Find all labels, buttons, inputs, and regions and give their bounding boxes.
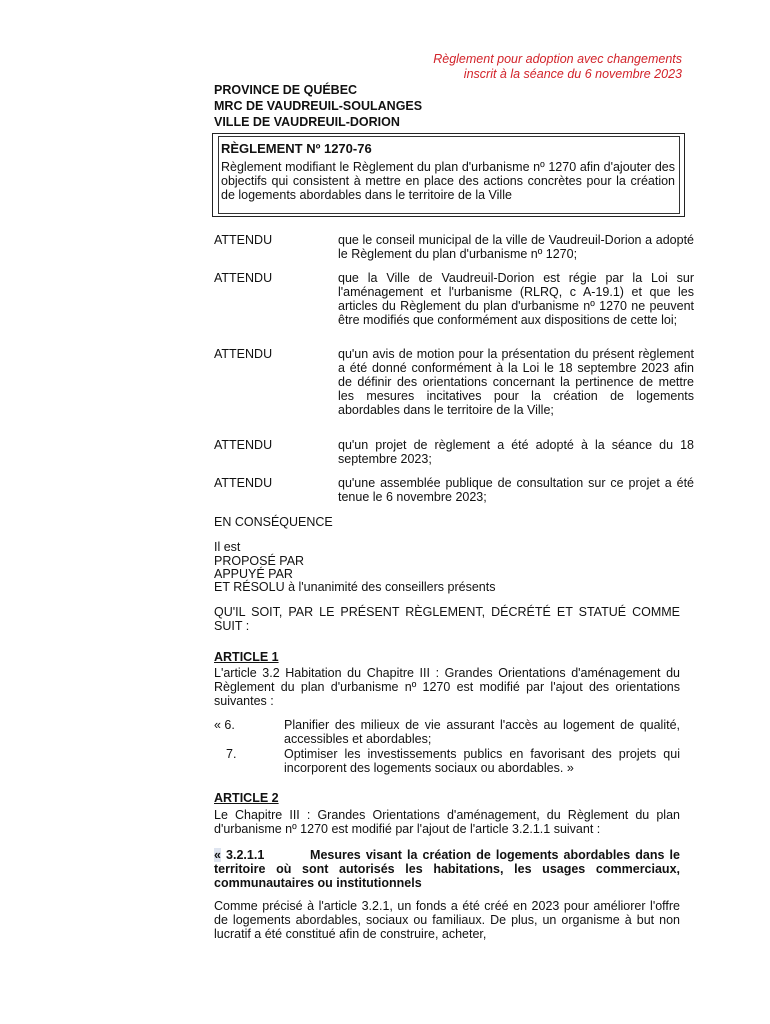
attendu-text: qu'une assemblée publique de consultation sur ce projet a été tenue le 6 novembre 2023;: [338, 476, 694, 504]
attendu-text: que le conseil municipal de la ville de Vaudreuil-Dorion a adopté le Règlement du plan d'urbanisme nº 1270;: [338, 233, 694, 261]
adoption-note: [433, 52, 682, 82]
attendu-label: ATTENDU: [214, 438, 273, 452]
sub-article-heading: [214, 848, 680, 890]
adoption-note-line2: inscrit à la séance du 6 novembre 2023: [463, 67, 682, 81]
article-2-heading: ARTICLE 2: [214, 791, 279, 805]
orientation-text: Optimiser les investissements publics en favorisant des projets qui incorporent des logements sociaux ou abordables. »: [284, 747, 680, 775]
article-1-text: L'article 3.2 Habitation du Chapitre III : Grandes Orientations d'aménagement du Règlement du plan d'urbanisme nº 1270 est modifié par l'ajout des orientations suivantes :: [214, 666, 680, 708]
resolution-line-1: Il est: [214, 540, 241, 554]
orientation-number: « 6.: [214, 718, 235, 732]
regulation-title-box-inner: [218, 136, 680, 214]
attendu-label: ATTENDU: [214, 233, 273, 247]
consequence-line: EN CONSÉQUENCE: [214, 515, 333, 529]
jurisdiction-header: [214, 82, 422, 130]
regulation-title-box: [212, 133, 685, 217]
mrc-line: MRC DE VAUDREUIL-SOULANGES: [214, 99, 423, 113]
ville-line: VILLE DE VAUDREUIL-DORION: [214, 115, 400, 129]
adoption-note-line1: Règlement pour adoption avec changements: [433, 52, 682, 66]
article-2-text: Le Chapitre III : Grandes Orientations d'aménagement, du Règlement du plan d'urbanisme nº 1270 est modifié par l'ajout de l'article 3.2.1.1 suivant :: [214, 808, 680, 836]
regulation-description: Règlement modifiant le Règlement du plan d'urbanisme nº 1270 afin d'ajouter des objectifs qui consistent à mettre en place des actions concrètes pour la création de logements abordables dans le territoire de la Ville: [221, 160, 675, 202]
sub-article-title: Mesures visant la création de logements abordables dans le territoire où sont autorisés les habitations, les usages commerciaux, communautaires ou institutionnels: [214, 848, 680, 890]
province-line: PROVINCE DE QUÉBEC: [214, 83, 358, 97]
regulation-number: RÈGLEMENT Nº 1270-76: [221, 141, 372, 156]
orientation-text: Planifier des milieux de vie assurant l'accès au logement de qualité, accessibles et abordables;: [284, 718, 680, 746]
attendu-label: ATTENDU: [214, 271, 273, 285]
opening-quote-mark: «: [214, 848, 221, 862]
attendu-text: qu'un avis de motion pour la présentation du présent règlement a été donné conformément à la Loi le 18 septembre 2023 afin de définir des orientations concernant la pertinence de mettre les mesures incitatives pour la création de logements abordables dans le territoire de la Ville;: [338, 347, 694, 417]
attendu-text: qu'un projet de règlement a été adopté à la séance du 18 septembre 2023;: [338, 438, 694, 466]
resolution-line-3: APPUYÉ PAR: [214, 567, 293, 581]
attendu-text: que la Ville de Vaudreuil-Dorion est régie par la Loi sur l'aménagement et l'urbanisme (RLRQ, c A-19.1) et que les articles du Règlement du plan d'urbanisme nº 1270 ne peuvent être modifiés que conformément aux dispositions de cette loi;: [338, 271, 694, 327]
attendu-label: ATTENDU: [214, 476, 273, 490]
sub-article-paragraph: Comme précisé à l'article 3.2.1, un fonds a été créé en 2023 pour améliorer l'offre de logements abordables, sociaux ou familiaux. De plus, un organisme à but non lucratif a été constitué afin de construire, acheter,: [214, 899, 680, 941]
attendu-label: ATTENDU: [214, 347, 273, 361]
orientation-number: 7.: [226, 747, 237, 761]
resolution-line-2: PROPOSÉ PAR: [214, 554, 305, 568]
sub-article-number: 3.2.1.1: [226, 848, 265, 862]
article-1-heading: ARTICLE 1: [214, 650, 279, 664]
resolution-line-4: ET RÉSOLU à l'unanimité des conseillers présents: [214, 580, 496, 594]
decree-statement: QU'IL SOIT, PAR LE PRÉSENT RÈGLEMENT, DÉCRÉTÉ ET STATUÉ COMME SUIT :: [214, 605, 680, 633]
